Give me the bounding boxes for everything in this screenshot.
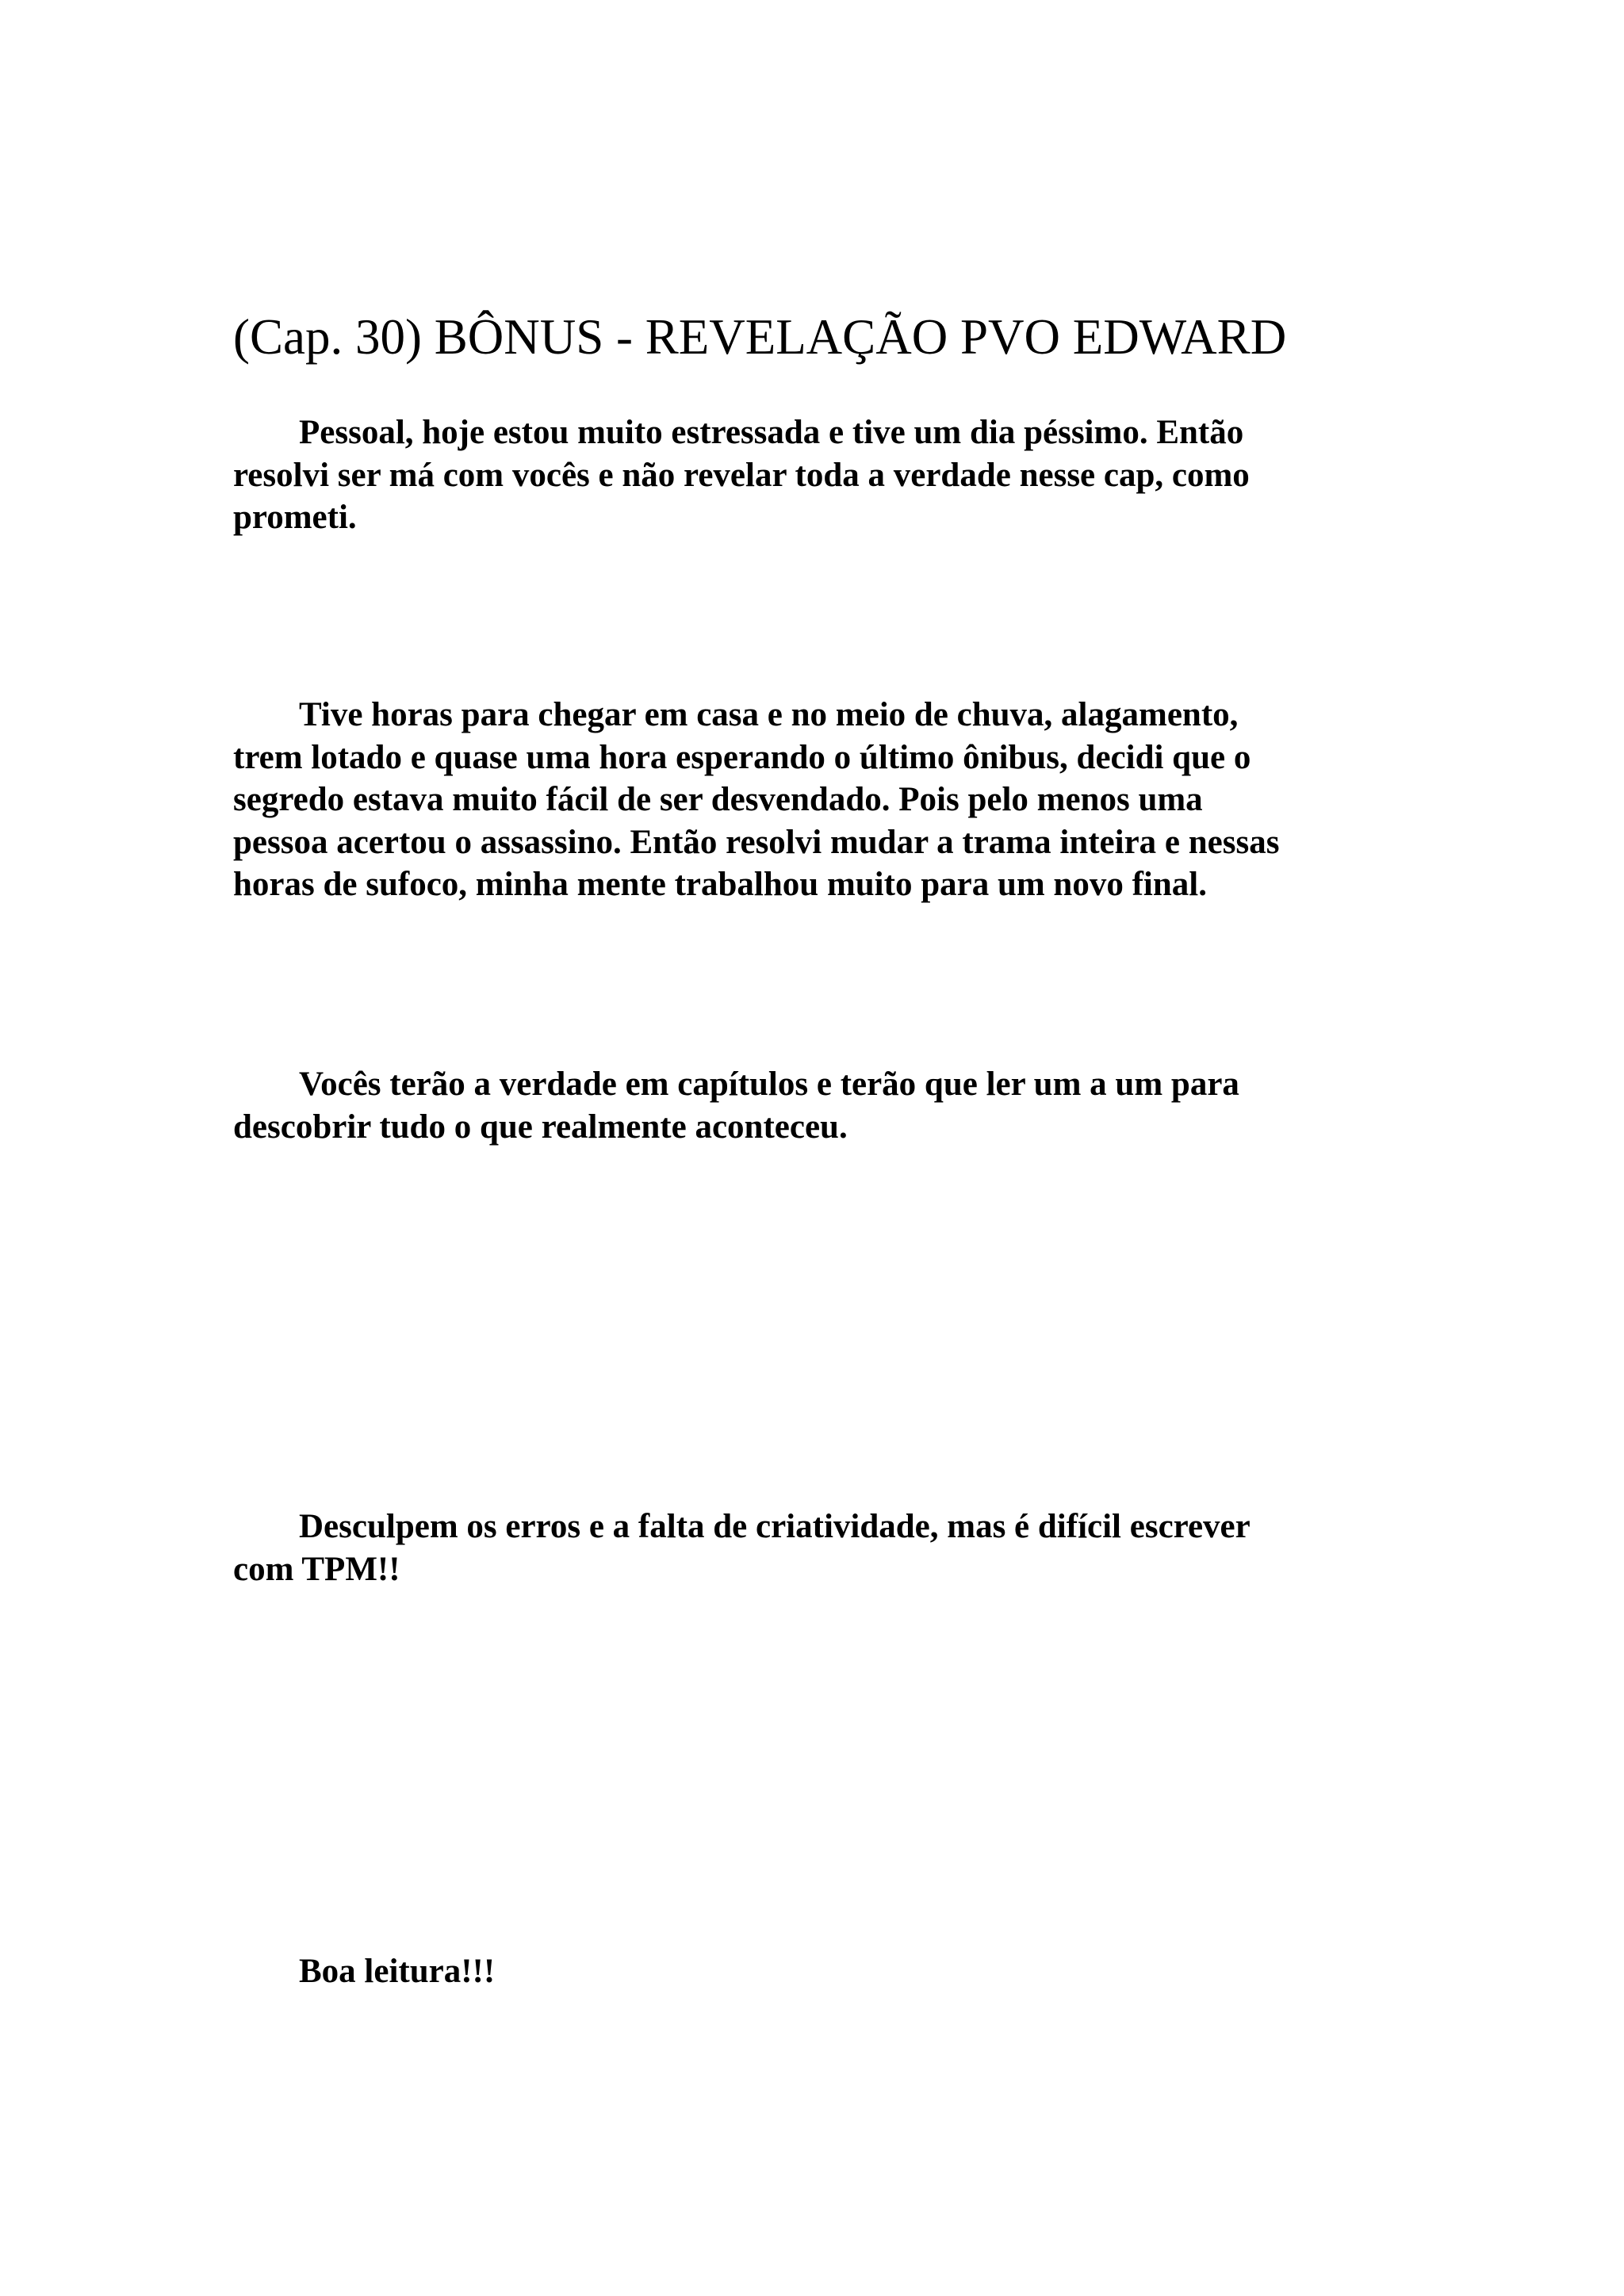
paragraph-line: Vocês terão a verdade em capítulos e terão que ler um a um para	[299, 1066, 1239, 1103]
paragraph-line: horas de sufoco, minha mente trabalhou muito para um novo final.	[233, 866, 1207, 903]
chapter-title: (Cap. 30) BÔNUS - REVELAÇÃO PVO EDWARD	[233, 309, 1287, 365]
paragraph-3	[233, 1063, 1407, 1148]
paragraph-line: Desculpem os erros e a falta de criatividade, mas é difícil escrever	[299, 1508, 1251, 1545]
paragraph-line: trem lotado e quase uma hora esperando o último ônibus, decidi que o	[233, 738, 1251, 776]
paragraph-line: descobrir tudo o que realmente aconteceu.	[233, 1108, 848, 1146]
paragraph-line: resolvi ser má com vocês e não revelar toda a verdade nesse cap, como	[233, 456, 1250, 494]
paragraph-line: Pessoal, hoje estou muito estressada e tive um dia péssimo. Então	[299, 414, 1244, 451]
paragraph-line: Boa leitura!!!	[299, 1953, 496, 1990]
paragraph-line: prometi.	[233, 499, 357, 536]
paragraph-4	[233, 1506, 1407, 1590]
paragraph-line: com TPM!!	[233, 1550, 400, 1588]
paragraph-5	[233, 1950, 1407, 1993]
paragraph-line: segredo estava muito fácil de ser desvendado. Pois pelo menos uma	[233, 781, 1203, 818]
paragraph-line: pessoa acertou o assassino. Então resolvi mudar a trama inteira e nessas	[233, 823, 1280, 861]
paragraph-line: Tive horas para chegar em casa e no meio de chuva, alagamento,	[299, 696, 1239, 733]
paragraph-2	[233, 694, 1407, 906]
paragraph-1	[233, 411, 1407, 539]
